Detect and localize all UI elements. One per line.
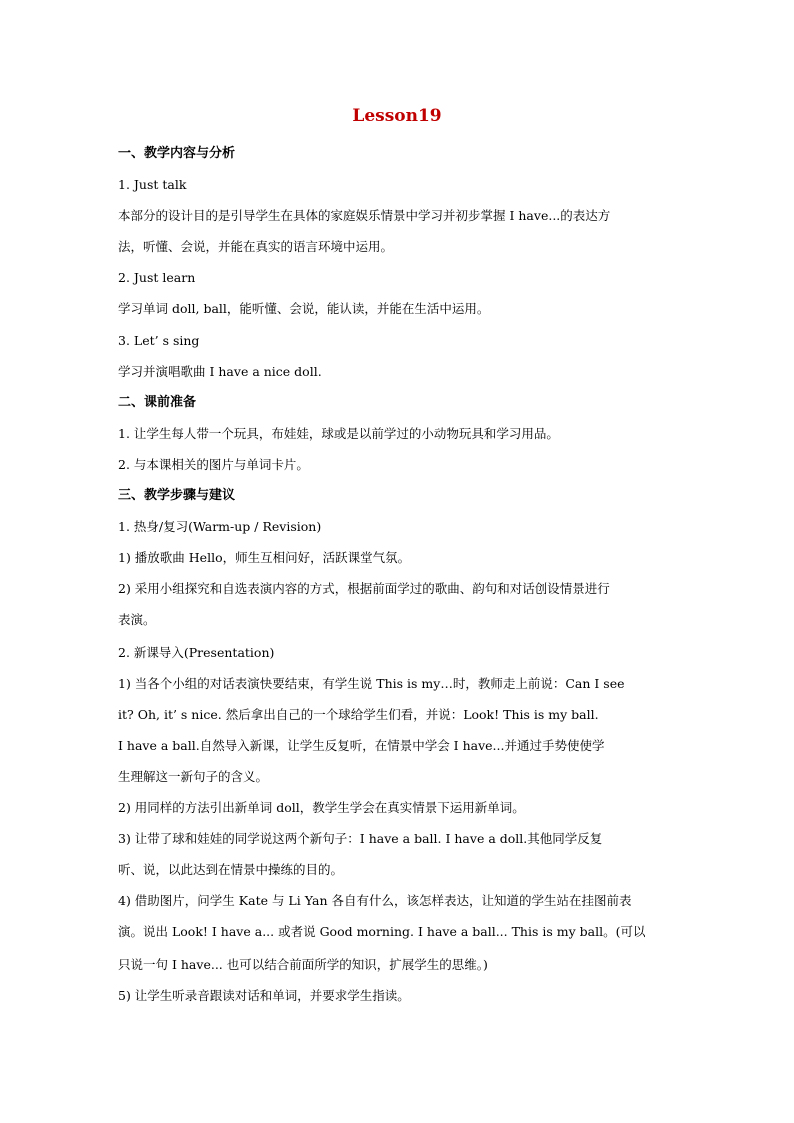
text-line: 表演。 (118, 612, 156, 627)
text-line: 4) 借助图片，问学生 Kate 与 Li Yan 各自有什么，该怎样表达，让知道的学生站在挂图前表 (118, 893, 632, 908)
text-line: 1. 热身/复习(Warm-up / Revision) (118, 519, 322, 534)
text-line: 2. 新课导入(Presentation) (118, 645, 275, 660)
text-line: 法，听懂、会说，并能在真实的语言环境中运用。 (118, 239, 394, 254)
text-line: 听、说，以此达到在情景中操练的目的。 (118, 862, 344, 877)
text-line: 1. Just talk (118, 177, 187, 192)
page-title: Lesson19 (352, 106, 442, 126)
text-line: 2) 采用小组探究和自选表演内容的方式，根据前面学过的歌曲、韵句和对话创设情景进行 (118, 581, 610, 596)
text-line: 学习并演唱歌曲 I have a nice doll. (118, 364, 322, 379)
text-line: 1) 播放歌曲 Hello，师生互相问好，活跃课堂气氛。 (118, 550, 411, 565)
text-line: I have a ball.自然导入新课，让学生反复听，在情景中学会 I have...并通过手势使使学 (118, 738, 605, 753)
text-line: it? Oh, it’ s nice. 然后拿出自己的一个球给学生们看，并说：Look! This is my ball. (118, 707, 599, 722)
text-line: 3) 让带了球和娃娃的同学说这两个新句子：I have a ball. I have a doll.其他同学反复 (118, 831, 603, 846)
text-line: 只说一句 I have... 也可以结合前面所学的知识，扩展学生的思维。) (118, 957, 488, 972)
text-line: 1. 让学生每人带一个玩具，布娃娃，球或是以前学过的小动物玩具和学习用品。 (118, 426, 559, 441)
text-line: 2. 与本课相关的图片与单词卡片。 (118, 457, 309, 472)
text-line: 2. Just learn (118, 270, 196, 285)
text-line: 1) 当各个小组的对话表演快要结束，有学生说 This is my…时，教师走上前说：Can I see (118, 676, 625, 691)
text-line: 5) 让学生听录音跟读对话和单词，并要求学生指读。 (118, 988, 410, 1003)
section-heading: 一、教学内容与分析 (118, 146, 236, 161)
text-line: 学习单词 doll, ball，能听懂、会说，能认读，并能在生活中运用。 (118, 301, 490, 316)
section-heading: 二、课前准备 (118, 395, 197, 410)
text-line: 演。说出 Look! I have a... 或者说 Good morning. I have a ball... This is my ball。(可以 (118, 924, 646, 939)
text-line: 2) 用同样的方法引出新单词 doll，教学生学会在真实情景下运用新单词。 (118, 800, 525, 815)
section-heading: 三、教学步骤与建议 (118, 488, 236, 503)
text-line: 本部分的设计目的是引导学生在具体的家庭娱乐情景中学习并初步掌握 I have...的表达方 (118, 208, 611, 223)
text-line: 生理解这一新句子的含义。 (118, 769, 269, 784)
text-line: 3. Let’ s sing (118, 333, 200, 348)
